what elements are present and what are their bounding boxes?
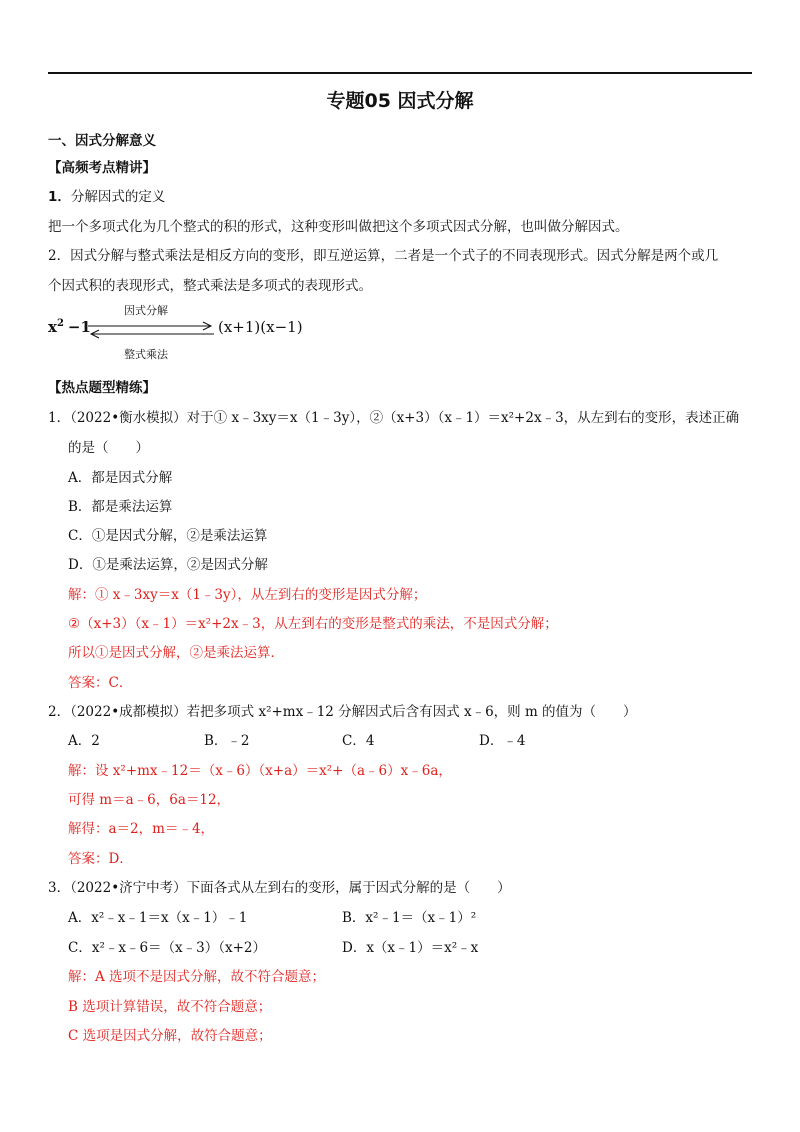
- subsection-heading: 【高频考点精讲】: [48, 160, 156, 176]
- q3-option-d: D．x（x﹣1）＝x²﹣x: [342, 940, 479, 956]
- q1-solution-line: ②（x+3）（x﹣1）＝x²+2x﹣3，从左到右的变形是整式的乘法，不是因式分解；: [68, 616, 558, 632]
- q1-option-b: B．都是乘法运算: [68, 499, 173, 515]
- q2-answer: 答案：D．: [68, 851, 133, 867]
- question-number: 2．: [48, 704, 71, 720]
- q3-option-a: A．x²﹣x﹣1＝x（x﹣1）﹣1: [68, 910, 248, 926]
- q1-option-c: C．①是因式分解，②是乘法运算: [68, 528, 268, 544]
- question-number: 3．: [48, 880, 71, 896]
- header-rule: [48, 72, 752, 74]
- q3-option-b: B．x²﹣1＝（x﹣1）²: [342, 910, 477, 926]
- q1-stem: （2022•衡水模拟）对于① x﹣3xy＝x（1﹣3y），②（x+3）（x﹣1）＝x²+2x﹣3，从左到右的变形，表述正确: [70, 410, 740, 426]
- q1-option-d: D．①是乘法运算，②是因式分解: [68, 557, 268, 573]
- definition-title-line: [48, 187, 165, 207]
- section-heading: 一、因式分解意义: [48, 133, 156, 149]
- q2-solution-line: 可得 m＝a﹣6，6a＝12，: [68, 792, 231, 808]
- arrow-label-top: 因式分解: [124, 304, 168, 317]
- item-number: 2．: [48, 248, 71, 264]
- q3-stem: （2022•济宁中考）下面各式从左到右的变形，属于因式分解的是（ ）: [70, 880, 511, 896]
- item-number: 1．: [48, 189, 71, 205]
- q3-solution-line: C 选项是因式分解，故符合题意；: [68, 1028, 272, 1044]
- page-title: 专题05 因式分解: [326, 90, 474, 112]
- q3-line1: [48, 878, 511, 898]
- q2-solution-line: 解得：a＝2，m＝﹣4，: [68, 821, 215, 837]
- definition-text: 把一个多项式化为几个整式的积的形式，这种变形叫做把这个多项式因式分解，也叫做分解因式。: [48, 219, 629, 235]
- expression-right: (x+1)(x−1): [218, 318, 303, 336]
- practice-heading: 【热点题型精练】: [48, 380, 156, 396]
- question-number: 1．: [48, 410, 71, 426]
- arrow-label-bottom: 整式乘法: [124, 348, 168, 361]
- expression-left: $x^2 -1$: [48, 318, 91, 336]
- q3-option-c: C．x²﹣x﹣6＝（x﹣3）（x+2）: [68, 940, 267, 956]
- q2-option-a: A．2: [68, 733, 100, 749]
- q2-solution-line: 解：设 x²+mx﹣12＝（x﹣6）（x+a）＝x²+（a﹣6）x﹣6a，: [68, 763, 452, 779]
- definition-title: 分解因式的定义: [70, 189, 166, 205]
- q2-option-b: B．﹣2: [204, 733, 250, 749]
- q1-answer: 答案：C．: [68, 675, 133, 691]
- point2-line1: [48, 246, 718, 266]
- factorization-diagram: [48, 300, 328, 370]
- double-arrow-icon: [86, 320, 216, 340]
- q1-line1: [48, 408, 739, 428]
- q2-stem: （2022•成都模拟）若把多项式 x²+mx﹣12 分解因式后含有因式 x﹣6，则 m 的值为（ ）: [70, 704, 637, 720]
- q1-solution-line: 所以①是因式分解，②是乘法运算．: [68, 645, 284, 661]
- point2-text: 因式分解与整式乘法是相反方向的变形，即互逆运算，二者是一个式子的不同表现形式。因式分解是两个或几: [70, 248, 719, 264]
- q2-line1: [48, 702, 637, 722]
- q1-solution-line: 解：① x﹣3xy＝x（1﹣3y），从左到右的变形是因式分解；: [68, 587, 427, 603]
- q1-option-a: A．都是因式分解: [68, 470, 173, 486]
- q1-line2: 的是（ ）: [68, 440, 149, 456]
- q3-solution-line: B 选项计算错误，故不符合题意；: [68, 999, 272, 1015]
- q2-option-d: D．﹣4: [479, 733, 526, 749]
- point2-line2: 个因式积的表现形式，整式乘法是多项式的表现形式。: [48, 278, 372, 294]
- q3-solution-line: 解：A 选项不是因式分解，故不符合题意；: [68, 969, 326, 985]
- q2-option-c: C．4: [342, 733, 375, 749]
